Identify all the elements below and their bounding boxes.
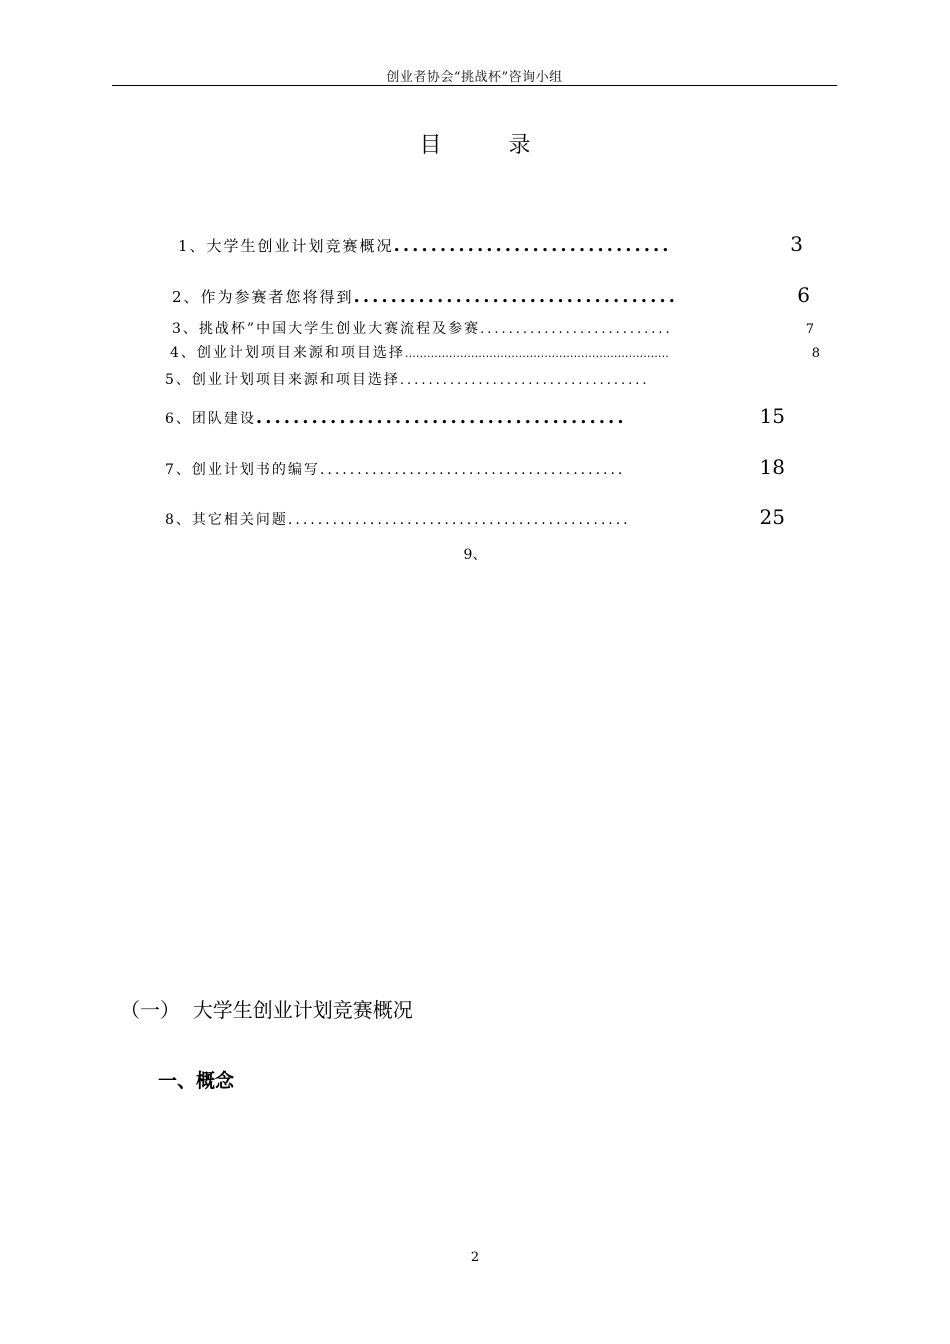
toc-entry-1[interactable] — [178, 232, 803, 256]
toc-entry-label: 6、团队建设 — [165, 411, 256, 427]
toc-entry-2[interactable] — [172, 283, 810, 307]
toc-entry-label: 3、挑战杯”中国大学生创业大赛流程及参赛 — [172, 321, 481, 337]
toc-entry-label: 8、其它相关问题 — [165, 512, 288, 528]
page-number: 2 — [470, 1250, 480, 1265]
toc-entry-page: 8 — [811, 346, 820, 361]
toc-entry-label: 7、创业计划书的编写 — [165, 462, 320, 478]
toc-entry-page: 7 — [805, 322, 814, 337]
toc-entry-page: 18 — [759, 455, 785, 479]
toc-entry-page: 15 — [759, 404, 785, 428]
toc-entry-label: 1、大学生创业计划竞赛概况 — [178, 237, 394, 255]
toc-leader-dots: .............................................. — [287, 512, 631, 528]
section-title: （一） 大学生创业计划竞赛概况 — [120, 998, 413, 1022]
toc-leader-dots: ......................................... — [319, 462, 626, 478]
toc-entry-label: 2、作为参赛者您将得到 — [172, 288, 354, 306]
toc-entry-3[interactable] — [172, 318, 814, 338]
toc-entry-label: 4、创业计划项目来源和项目选择 — [170, 345, 405, 361]
toc-entry-5[interactable] — [165, 369, 805, 389]
toc-entry-8[interactable] — [165, 505, 785, 529]
toc-title: 目 录 — [419, 133, 561, 158]
sub-section-title: 一、概念 — [158, 1070, 235, 1092]
toc-leader-dots: ........................................ — [255, 407, 627, 428]
toc-entry-page: 6 — [797, 283, 810, 307]
toc-entry-page: 3 — [790, 232, 803, 256]
toc-entry-page: 25 — [759, 505, 785, 529]
header-rule — [112, 85, 837, 86]
toc-leader-dots: ……………………………………………………………… — [404, 347, 669, 360]
toc-leader-dots: ........................... — [480, 322, 673, 337]
toc-entry-label: 5、创业计划项目来源和项目选择 — [165, 372, 400, 388]
toc-leader-dots: ................................... — [353, 286, 678, 307]
toc-leader-dots: .............................. — [393, 235, 672, 256]
toc-trailing-stub: 9、 — [463, 547, 487, 563]
running-header: 创业者协会“挑战杯”咨询小组 — [386, 70, 563, 85]
toc-entry-6[interactable] — [165, 404, 785, 428]
toc-entry-7[interactable] — [165, 455, 785, 479]
toc-entry-4[interactable] — [170, 342, 820, 362]
toc-leader-dots: ................................... — [399, 373, 650, 388]
